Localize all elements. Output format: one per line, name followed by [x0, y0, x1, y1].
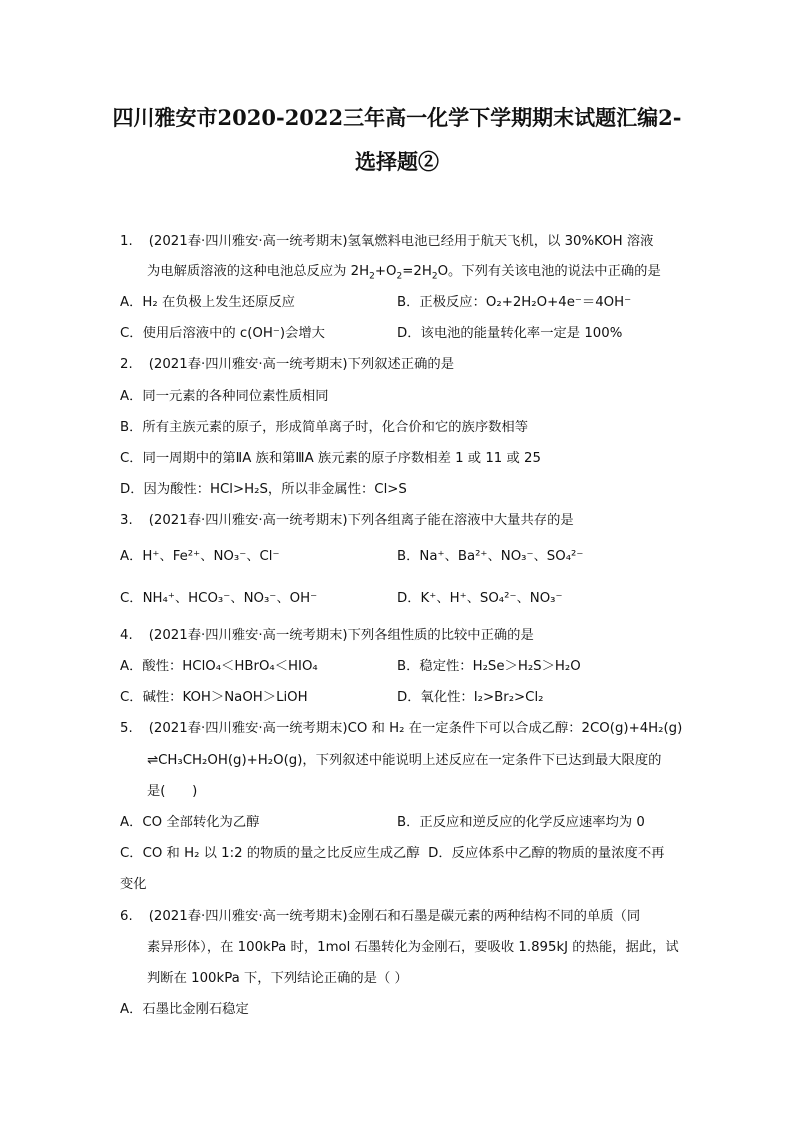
- option-c: C．NH₄⁺、HCO₃⁻、NO₃⁻、OH⁻: [120, 591, 318, 606]
- option-d: D．因为酸性：HCl>H₂S，所以非金属性：Cl>S: [120, 482, 407, 497]
- option-c: C．同一周期中的第ⅡA 族和第ⅢA 族元素的原子序数相差 1 或 11 或 25: [120, 451, 541, 466]
- question-1-text-line2: 为电解质溶液的这种电池总反应为 $2H_2+O_2=2H_2O$。下列有关该电池的说法中正确的是: [147, 264, 661, 282]
- question-5-text-line2: ⇌CH₃CH₂OH(g)+H₂O(g)，下列叙述中能说明上述反应在一定条件下已达到最大限度的: [147, 753, 662, 768]
- question-text: 金刚石和石墨是碳元素的两种结构不同的单质（同: [347, 909, 641, 924]
- question-text: 下列各组离子能在溶液中大量共存的是: [347, 513, 574, 528]
- option-b: B．正极反应：O₂+2H₂O+4e⁻＝4OH⁻: [397, 295, 632, 310]
- option-c-and-d: [120, 842, 664, 861]
- question-text: 下列各组性质的比较中正确的是: [347, 628, 534, 643]
- question-6-text-line2: 素异形体），在 100kPa 时，1mol 石墨转化为金刚石，要吸收 1.895kJ 的热能，据此，试: [147, 940, 679, 955]
- question-source: (2021春·四川雅安·高一统考期末): [148, 721, 348, 736]
- option-a: A．酸性：HClO₄＜HBrO₄＜HIO₄: [120, 659, 318, 674]
- question-6-text-line3: 判断在 100kPa 下，下列结论正确的是（ ）: [147, 971, 408, 986]
- option-a: A．H⁺、Fe²⁺、NO₃⁻、Cl⁻: [120, 549, 280, 564]
- question-source: (2021春·四川雅安·高一统考期末): [148, 513, 348, 528]
- option-b: B．稳定性：H₂Se＞H₂S＞H₂O: [397, 659, 581, 674]
- question-number: 1.: [120, 234, 133, 249]
- option-a: A．同一元素的各种同位素性质相同: [120, 389, 329, 404]
- question-2: [120, 353, 454, 372]
- option-a: A．H₂ 在负极上发生还原反应: [120, 295, 295, 310]
- document-title-line1: 四川雅安市2020-2022三年高一化学下学期期末试题汇编2-: [112, 105, 682, 130]
- question-source: (2021春·四川雅安·高一统考期末): [148, 909, 348, 924]
- question-text: CO 和 H₂ 在一定条件下可以合成乙醇：2CO(g)+4H₂(g): [347, 721, 683, 736]
- option-a: A．CO 全部转化为乙醇: [120, 815, 260, 830]
- option-d: D．K⁺、H⁺、SO₄²⁻、NO₃⁻: [397, 591, 563, 606]
- option-c: C．使用后溶液中的 c(OH⁻)会增大: [120, 326, 325, 341]
- question-number: 6.: [120, 909, 133, 924]
- question-text: =2H: [402, 264, 432, 279]
- question-1: [120, 230, 653, 249]
- option-d: D．该电池的能量转化率一定是 100%: [397, 326, 623, 341]
- question-source: (2021春·四川雅安·高一统考期末): [148, 234, 348, 249]
- question-text: +O: [374, 264, 397, 279]
- option-b: B．正反应和逆反应的化学反应速率均为 0: [397, 815, 645, 830]
- question-6: [120, 905, 640, 924]
- question-source: (2021春·四川雅安·高一统考期末): [148, 628, 348, 643]
- question-5-text-line3: 是( ): [147, 784, 198, 799]
- question-text: 氢氧燃料电池已经用于航天飞机，以 30%KOH 溶液: [347, 234, 654, 249]
- question-source: (2021春·四川雅安·高一统考期末): [148, 357, 348, 372]
- question-text: 下列叙述正确的是: [347, 357, 454, 372]
- question-5: [120, 717, 682, 736]
- option-c: C．碱性：KOH＞NaOH＞LiOH: [120, 690, 308, 705]
- option-b: B．Na⁺、Ba²⁺、NO₃⁻、SO₄²⁻: [397, 549, 584, 564]
- option-a: A．石墨比金刚石稳定: [120, 1002, 249, 1017]
- option-c: C．CO 和 H₂ 以 1:2 的物质的量之比反应生成乙醇: [120, 846, 420, 861]
- question-number: 2.: [120, 357, 133, 372]
- question-number: 3.: [120, 513, 133, 528]
- question-number: 4.: [120, 628, 133, 643]
- document-title-line2: 选择题②: [355, 149, 439, 174]
- option-d: D．反应体系中乙醇的物质的量浓度不再: [428, 846, 665, 861]
- option-b: B．所有主族元素的原子，形成简单离子时，化合价和它的族序数相等: [120, 420, 529, 435]
- question-text: 为电解质溶液的这种电池总反应为 2H: [147, 264, 370, 279]
- question-4: [120, 624, 534, 643]
- question-text: O。下列有关该电池的说法中正确的是: [437, 264, 661, 279]
- question-3: [120, 509, 574, 528]
- question-number: 5.: [120, 721, 133, 736]
- option-d-continued: 变化: [120, 877, 147, 892]
- option-d: D．氧化性：I₂>Br₂>Cl₂: [397, 690, 544, 705]
